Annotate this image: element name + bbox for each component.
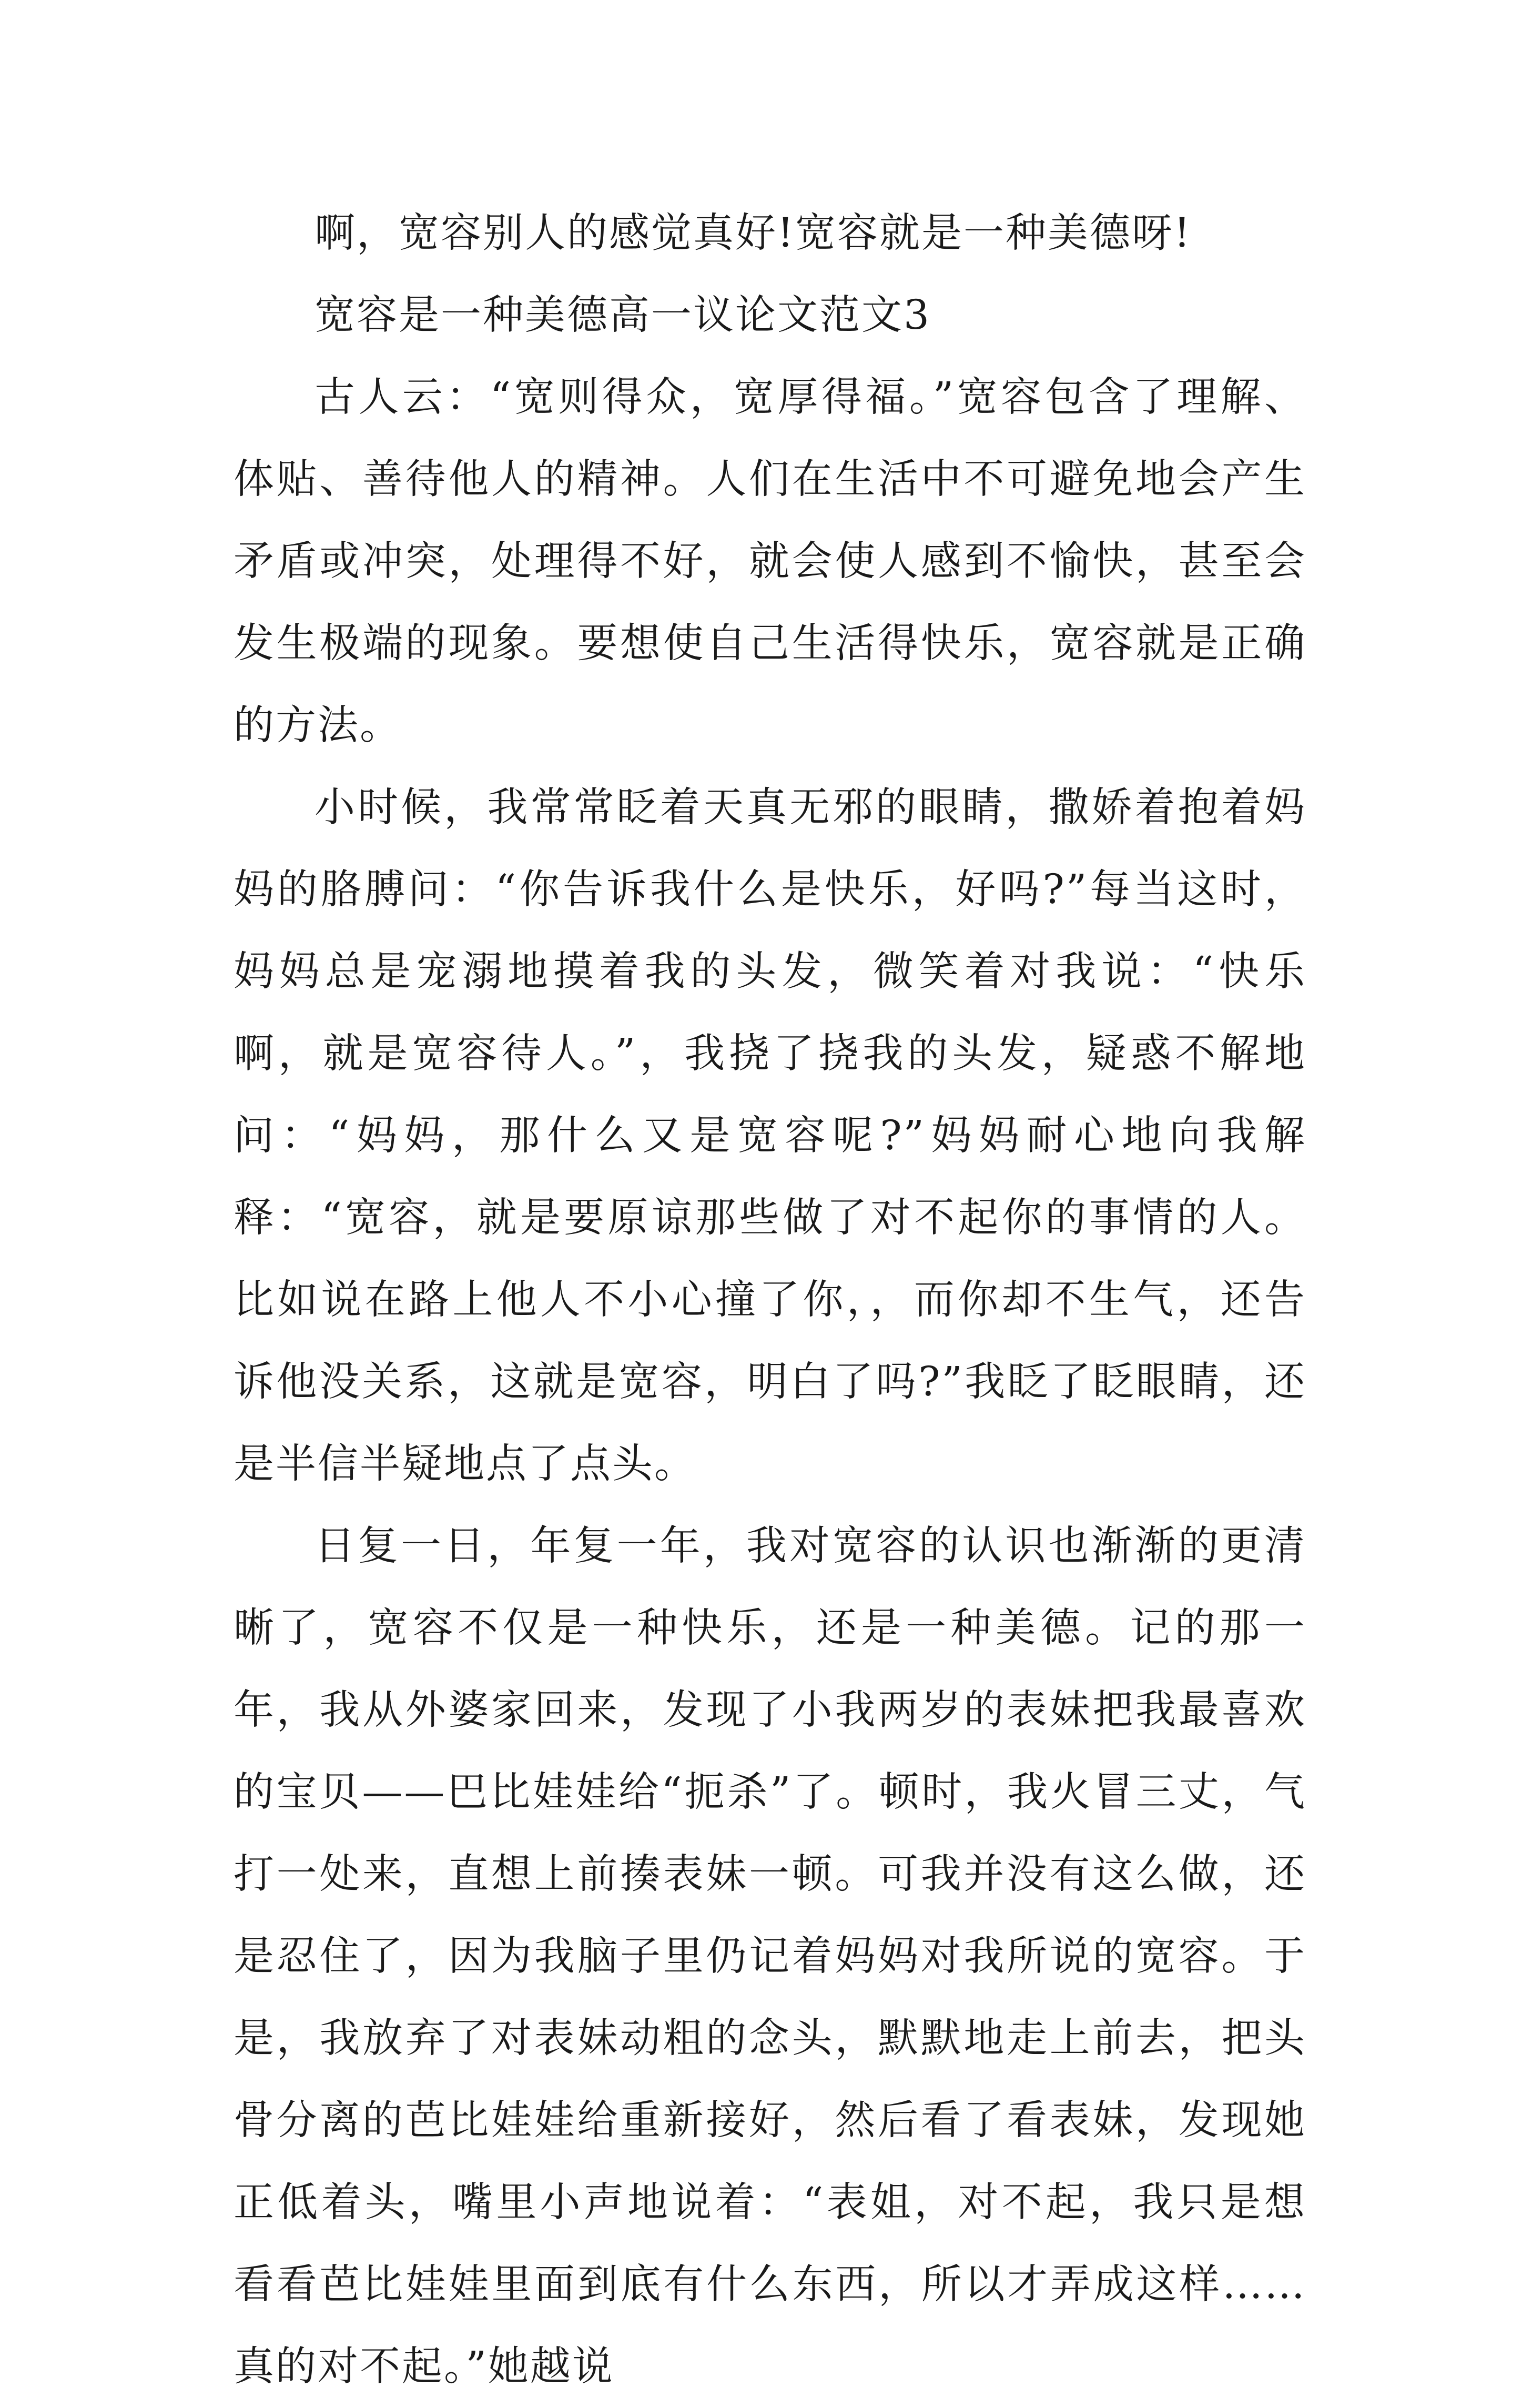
section-title: 宽容是一种美德高一议论文范文3 <box>314 292 931 339</box>
paragraph-2: 小时候，我常常眨着天真无邪的眼睛，撒娇着抱着妈妈的胳膊问：“你告诉我什么是快乐，好吗?”每当这时，妈妈总是宠溺地摸着我的头发，微笑着对我说：“快乐啊，就是宽容待人。”，我挠了挠我的头发，疑惑不解地问：“妈妈，那什么又是宽容呢?”妈妈耐心地向我解释：“宽容，就是要原谅那些做了对不起你的事情的人。比如说在路上他人不小心撞了你，，而你却不生气，还告诉他没关系，这就是宽容，明白了吗?”我眨了眨眼睛，还是半信半疑地点了点头。 <box>234 784 1306 1488</box>
closing-line: 啊，宽容别人的感觉真好!宽容就是一种美德呀! <box>314 210 1192 257</box>
paragraph-1: 古人云：“宽则得众，宽厚得福。”宽容包含了理解、体贴、善待他人的精神。人们在生活中不可避免地会产生矛盾或冲突，处理得不好，就会使人感到不愉快，甚至会发生极端的现象。要想使自己生活得快乐，宽容就是正确的方法。 <box>234 374 1306 749</box>
document-body <box>234 193 1306 2408</box>
paragraph-3: 日复一日，年复一年，我对宽容的认识也渐渐的更清晰了，宽容不仅是一种快乐，还是一种美德。记的那一年，我从外婆家回来，发现了小我两岁的表妹把我最喜欢的宝贝——巴比娃娃给“扼杀”了。顿时，我火冒三丈，气打一处来，直想上前揍表妹一顿。可我并没有这么做，还是忍住了，因为我脑子里仍记着妈妈对我所说的宽容。于是，我放弃了对表妹动粗的念头，默默地走上前去，把头骨分离的芭比娃娃给重新接好，然后看了看表妹，发现她正低着头，嘴里小声地说着：“表姐，对不起，我只是想看看芭比娃娃里面到底有什么东西，所以才弄成这样……真的对不起。”她越说 <box>234 1523 1306 2390</box>
